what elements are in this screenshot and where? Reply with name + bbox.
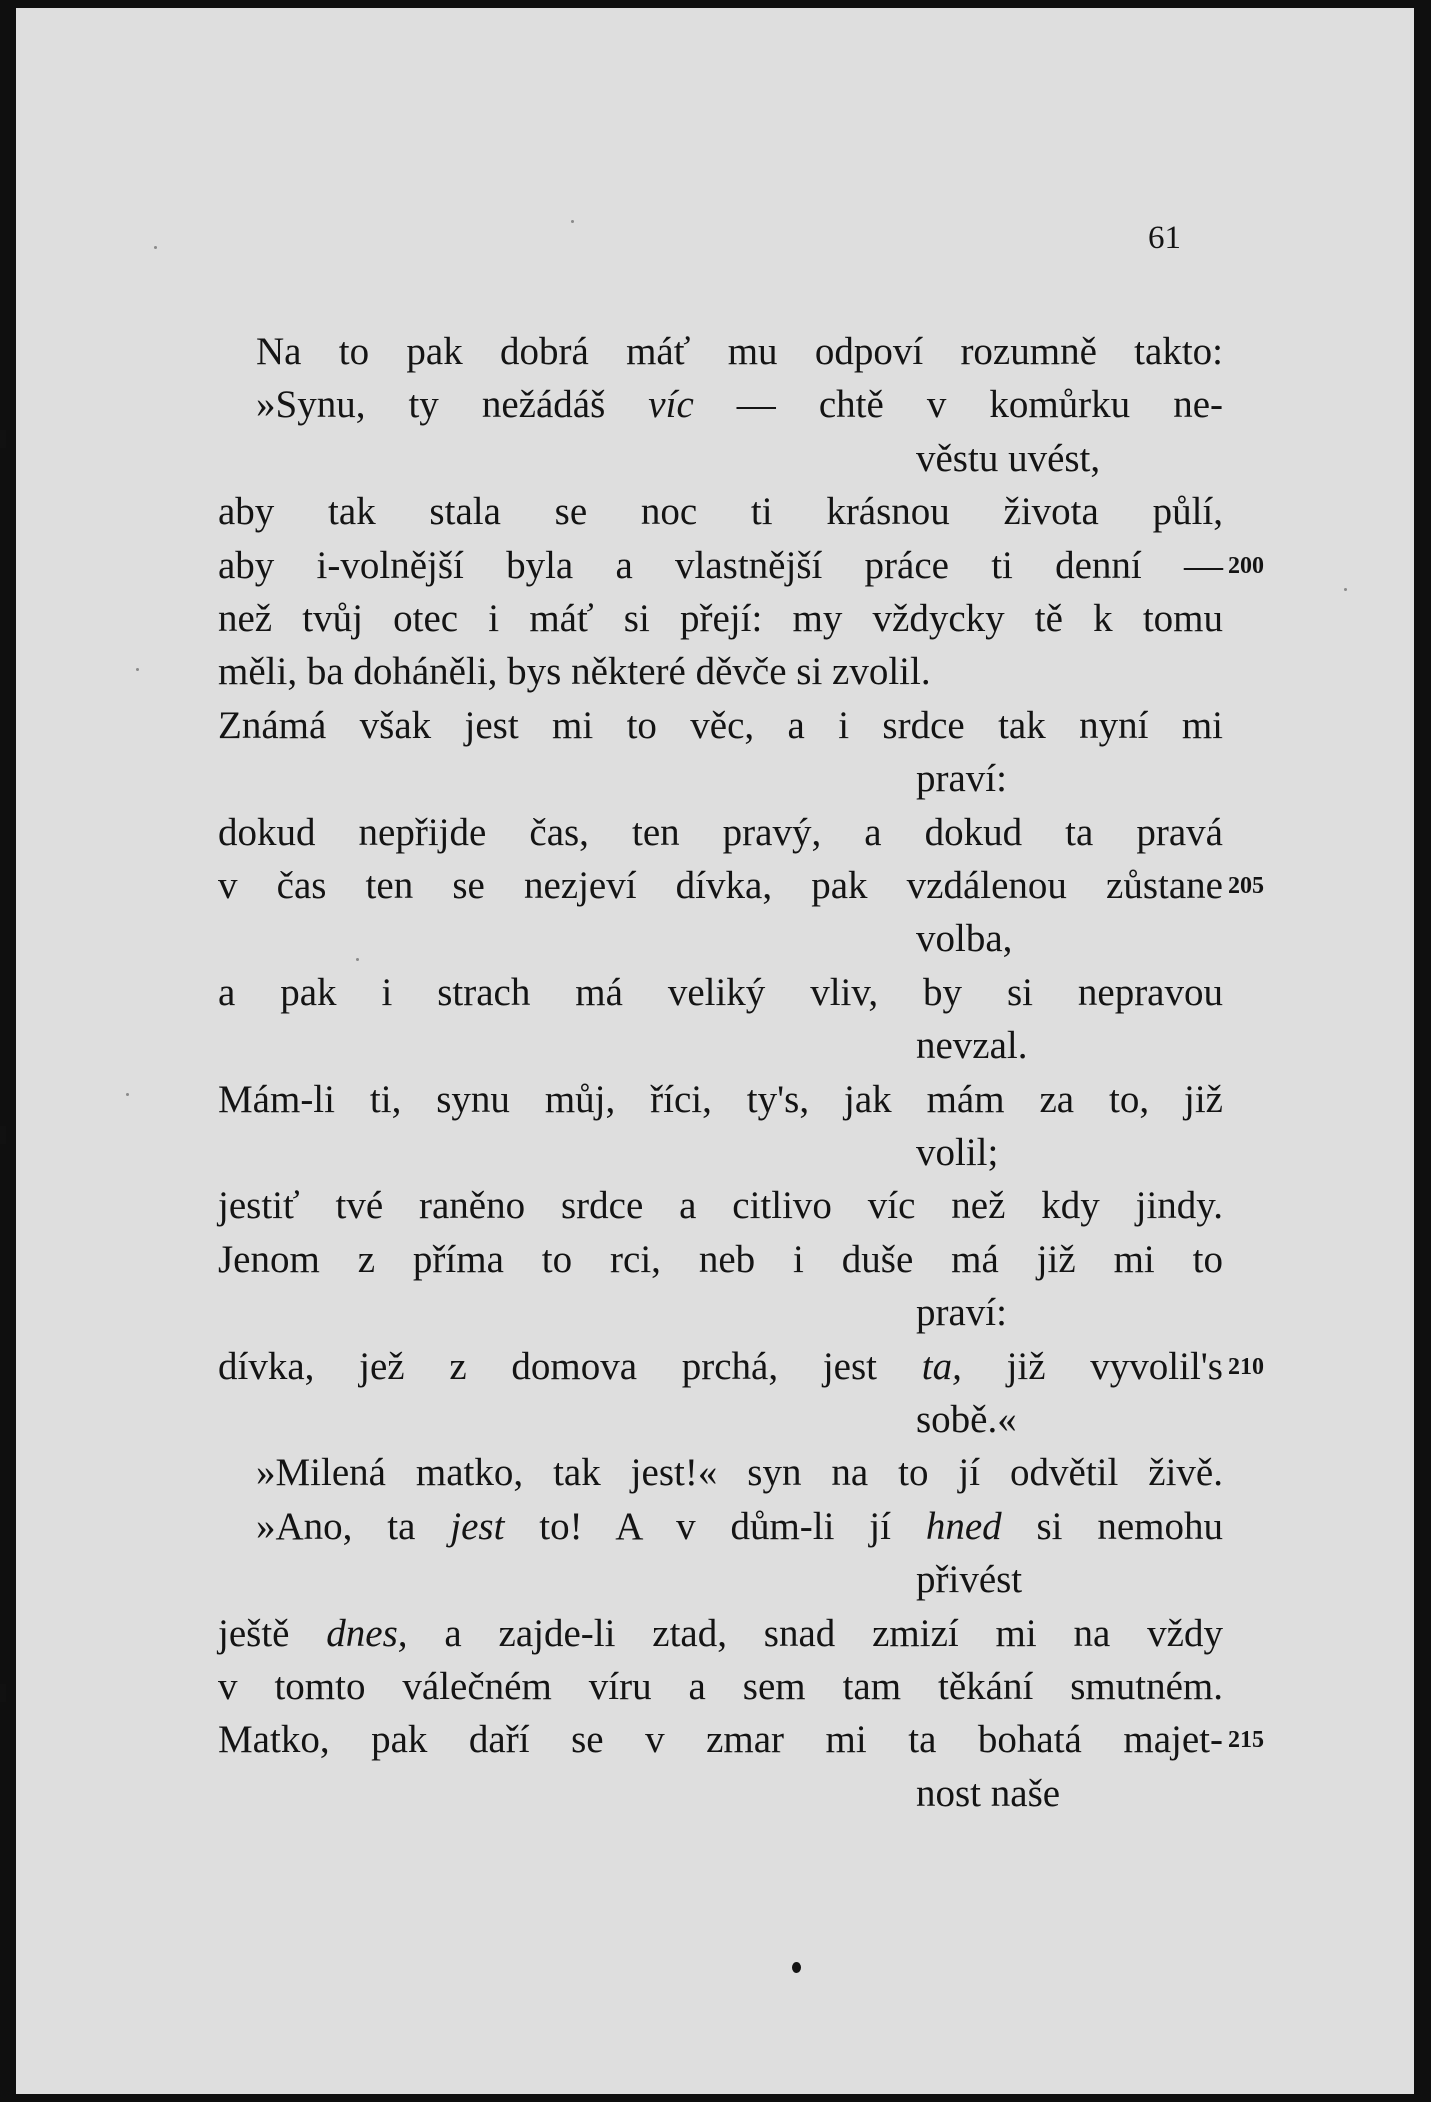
speck bbox=[1344, 588, 1347, 591]
text-line bbox=[916, 433, 1100, 485]
page-edge-mark bbox=[0, 430, 6, 448]
text-line bbox=[916, 753, 1007, 805]
text-run: nevzal. bbox=[916, 1024, 1028, 1068]
text-line bbox=[218, 807, 1223, 859]
speck bbox=[136, 668, 139, 671]
text-run: to! A v dům-li jí bbox=[504, 1504, 926, 1548]
text-run: přivést bbox=[916, 1558, 1023, 1602]
text-run: jestiť tvé raněno srdce a citlivo víc než kdy jindy. bbox=[218, 1184, 1223, 1228]
text-line bbox=[218, 646, 931, 698]
speck bbox=[154, 246, 157, 249]
text-run: aby tak stala se noc ti krásnou života půlí, bbox=[218, 490, 1223, 534]
text-run: volba, bbox=[916, 917, 1013, 961]
text-run: »Ano, ta bbox=[256, 1504, 451, 1548]
text-line bbox=[218, 1341, 1223, 1393]
italic-emphasis: dnes, bbox=[326, 1611, 408, 1655]
text-run: než tvůj otec i máť si přejí: my vždycky tě k tomu bbox=[218, 597, 1223, 640]
text-run: věstu uvést, bbox=[916, 436, 1101, 480]
text-line bbox=[218, 540, 1223, 592]
text-run: aby i-volnější byla a vlastnější práce ti denní — bbox=[218, 543, 1223, 587]
text-line bbox=[256, 326, 1223, 378]
italic-emphasis: víc bbox=[648, 383, 694, 427]
text-run: »Synu, ty nežádáš bbox=[256, 383, 649, 427]
text-run: v tomto válečném víru a sem tam těkání smutném. bbox=[218, 1665, 1223, 1708]
decorative-dot bbox=[792, 1962, 801, 1973]
text-line bbox=[916, 1127, 998, 1179]
text-run: dívka, jež z domova prchá, jest bbox=[218, 1344, 922, 1388]
italic-emphasis: ta, bbox=[921, 1344, 962, 1388]
text-run: ještě bbox=[218, 1611, 327, 1655]
text-run: — chtě v komůrku ne- bbox=[693, 383, 1223, 427]
text-run: a pak i strach má veliký vliv, by si nepravou bbox=[218, 970, 1223, 1014]
text-run: již vyvolil's bbox=[961, 1344, 1223, 1388]
text-run: a zajde-li ztad, snad zmizí mi na vždy bbox=[407, 1611, 1223, 1655]
speck bbox=[356, 958, 359, 961]
line-number: 200 bbox=[1228, 552, 1264, 579]
text-line bbox=[916, 913, 1012, 965]
text-line bbox=[916, 1020, 1028, 1072]
line-number: 210 bbox=[1228, 1353, 1264, 1380]
text-run: dokud nepřijde čas, ten pravý, a dokud ta pravá bbox=[218, 810, 1223, 854]
text-line bbox=[916, 1554, 1022, 1606]
text-line bbox=[218, 700, 1223, 752]
text-run: v čas ten se nezjeví dívka, pak vzdálenou zůstane bbox=[218, 864, 1223, 907]
page-edge-mark bbox=[0, 1126, 6, 1144]
line-number: 205 bbox=[1228, 873, 1264, 899]
text-line bbox=[218, 1180, 1223, 1232]
text-line bbox=[218, 486, 1223, 538]
text-run: Jenom z příma to rci, neb i duše má již mi to bbox=[218, 1237, 1223, 1281]
text-run: »Milená matko, tak jest!« syn na to jí odvětil živě. bbox=[256, 1451, 1223, 1495]
text-line bbox=[218, 967, 1223, 1019]
page-number: 61 bbox=[1148, 220, 1181, 256]
text-line bbox=[256, 379, 1223, 431]
italic-emphasis: hned bbox=[925, 1504, 1002, 1548]
line-number: 215 bbox=[1228, 1727, 1264, 1754]
speck bbox=[571, 220, 574, 223]
text-run: Mám-li ti, synu můj, říci, ty's, jak mám za to, již bbox=[218, 1077, 1223, 1121]
text-line bbox=[218, 1714, 1223, 1766]
italic-emphasis: jest bbox=[450, 1504, 505, 1548]
text-line bbox=[218, 1234, 1223, 1286]
text-run: si nemohu bbox=[1001, 1504, 1223, 1548]
text-line bbox=[218, 593, 1223, 645]
speck bbox=[126, 1093, 129, 1096]
text-line bbox=[256, 1447, 1223, 1499]
text-line bbox=[218, 1661, 1223, 1713]
text-run: nost naše bbox=[916, 1771, 1061, 1815]
text-run: Matko, pak daří se v zmar mi ta bohatá majet- bbox=[218, 1718, 1223, 1762]
text-line bbox=[218, 1608, 1223, 1660]
book-page bbox=[16, 8, 1414, 2094]
text-run: měli, ba doháněli, bys některé děvče si zvolil. bbox=[218, 650, 931, 694]
text-line bbox=[256, 1501, 1223, 1553]
text-line bbox=[218, 1074, 1223, 1126]
text-run: volil; bbox=[916, 1131, 999, 1174]
text-run: praví: bbox=[916, 1291, 1007, 1335]
text-line bbox=[916, 1394, 1017, 1446]
text-line bbox=[218, 860, 1223, 912]
text-run: Na to pak dobrá máť mu odpoví rozumně takto: bbox=[256, 330, 1223, 373]
page-edge-mark bbox=[0, 1684, 6, 1702]
text-line bbox=[916, 1287, 1007, 1339]
text-run: Známá však jest mi to věc, a i srdce tak nyní mi bbox=[218, 703, 1223, 747]
text-run: praví: bbox=[916, 757, 1007, 801]
text-run: sobě.« bbox=[916, 1398, 1017, 1441]
text-line bbox=[916, 1768, 1060, 1820]
